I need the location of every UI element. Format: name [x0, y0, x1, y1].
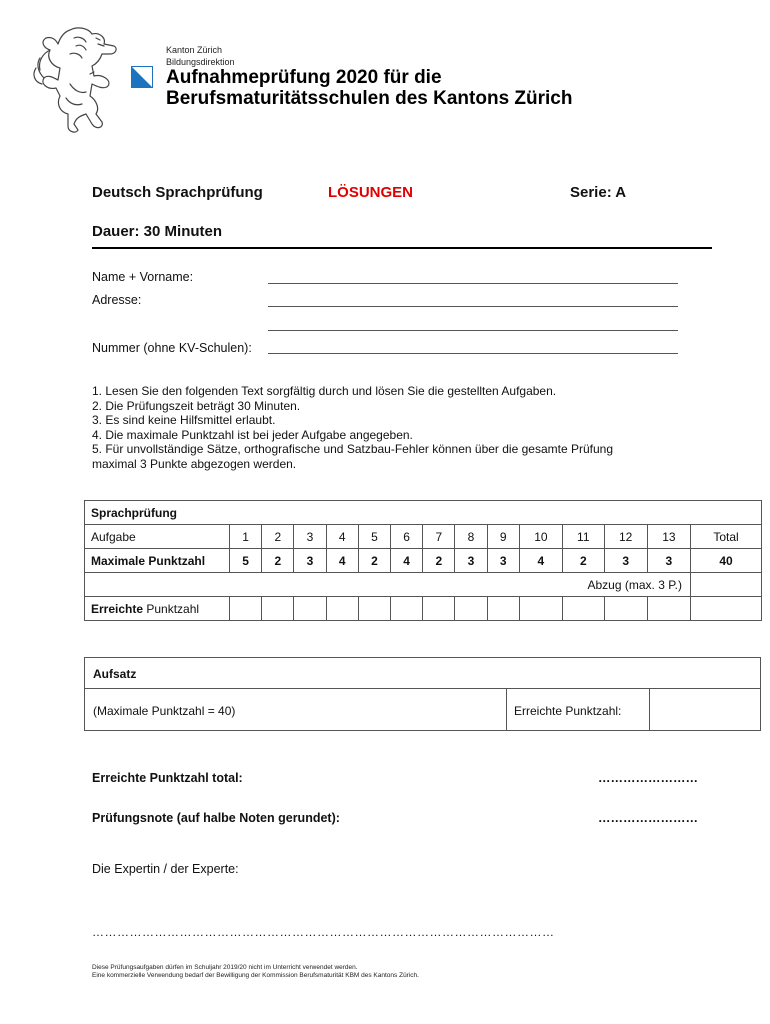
score-cell[interactable] — [294, 597, 326, 621]
max-points-cell: 2 — [262, 549, 294, 573]
name-label: Name + Vorname: — [92, 270, 194, 284]
task-number: 5 — [358, 525, 390, 549]
aufsatz-header-row — [85, 658, 760, 689]
max-points-cell: 3 — [487, 549, 519, 573]
instruction-item: maximal 3 Punkte abgezogen werden. — [92, 456, 297, 471]
task-number: 3 — [294, 525, 326, 549]
max-points-label: Maximale Punktzahl — [85, 549, 230, 573]
subject-heading: Deutsch Sprachprüfung — [92, 184, 263, 201]
max-points-cell: 3 — [455, 549, 487, 573]
zurich-lion-logo — [30, 24, 125, 134]
page-title — [166, 67, 572, 109]
kanton-label — [166, 44, 235, 68]
max-points-cell: 4 — [391, 549, 423, 573]
task-number: 10 — [519, 525, 562, 549]
score-cell[interactable] — [487, 597, 519, 621]
heading-divider — [92, 247, 712, 249]
instruction-item: 4. Die maximale Punktzahl ist bei jeder Aufgabe angegeben. — [92, 427, 413, 442]
erreicht-bold: Erreichte — [91, 601, 144, 616]
address-field-1[interactable] — [268, 306, 678, 307]
score-cell[interactable] — [519, 597, 562, 621]
task-number: 2 — [262, 525, 294, 549]
aufgabe-label: Aufgabe — [85, 525, 230, 549]
aufsatz-heading: Aufsatz — [93, 667, 137, 681]
instruction-item: 3. Es sind keine Hilfsmittel erlaubt. — [92, 413, 276, 427]
max-total-cell: 40 — [691, 549, 762, 573]
title-line-2: Berufsmaturitätsschulen des Kantons Zürich — [166, 88, 573, 109]
solutions-label: LÖSUNGEN — [328, 184, 414, 201]
kanton-name: Kanton Zürich — [166, 45, 223, 55]
task-number: 1 — [230, 525, 262, 549]
number-field[interactable] — [268, 353, 678, 354]
expert-label: Die Expertin / der Experte: — [92, 862, 239, 876]
score-cell[interactable] — [604, 597, 647, 621]
grade-value-field[interactable]: …………………… — [598, 811, 698, 825]
table-row — [85, 525, 762, 549]
address-field-2[interactable] — [268, 330, 678, 331]
task-number: 12 — [604, 525, 647, 549]
score-table-heading: Sprachprüfung — [85, 501, 762, 525]
grade-label: Prüfungsnote (auf halbe Noten gerundet): — [92, 811, 340, 825]
abzug-label: Abzug (max. 3 P.) — [85, 573, 691, 597]
aufsatz-erreicht-label: Erreichte Punktzahl: — [514, 704, 622, 718]
max-points-cell: 2 — [423, 549, 455, 573]
score-table — [84, 500, 762, 621]
score-cell[interactable] — [230, 597, 262, 621]
score-cell[interactable] — [455, 597, 487, 621]
total-score-cell[interactable] — [691, 597, 762, 621]
erreicht-rest: Punktzahl — [143, 601, 200, 616]
table-row — [85, 573, 762, 597]
task-number: 6 — [391, 525, 423, 549]
task-number: 13 — [647, 525, 690, 549]
table-row — [85, 549, 762, 573]
direktion-name: Bildungsdirektion — [166, 57, 235, 67]
instruction-item: 5. Für unvollständige Sätze, orthografische und Satzbau-Fehler können über die gesamte Prüfung — [92, 442, 613, 456]
score-cell[interactable] — [391, 597, 423, 621]
aufsatz-score-field[interactable] — [650, 689, 760, 730]
score-cell[interactable] — [326, 597, 358, 621]
score-cell[interactable] — [647, 597, 690, 621]
score-cell[interactable] — [423, 597, 455, 621]
score-cell[interactable] — [262, 597, 294, 621]
score-cell[interactable] — [358, 597, 390, 621]
zurich-flag-icon — [131, 66, 153, 88]
max-points-cell: 3 — [604, 549, 647, 573]
task-number: 4 — [326, 525, 358, 549]
max-points-cell: 3 — [294, 549, 326, 573]
erreicht-label — [85, 597, 230, 621]
instruction-item: 1. Lesen Sie den folgenden Text sorgfältig durch und lösen Sie die gestellten Aufgaben. — [92, 384, 557, 398]
max-points-cell: 2 — [358, 549, 390, 573]
task-number: 7 — [423, 525, 455, 549]
aufsatz-max-label: (Maximale Punktzahl = 40) — [93, 704, 236, 718]
total-header: Total — [691, 525, 762, 549]
name-field[interactable] — [268, 283, 678, 284]
task-number: 9 — [487, 525, 519, 549]
instructions — [92, 384, 712, 471]
aufsatz-box — [84, 657, 761, 731]
number-label: Nummer (ohne KV-Schulen): — [92, 341, 252, 355]
address-label: Adresse: — [92, 293, 142, 307]
footer-note — [92, 964, 419, 980]
max-points-cell: 5 — [230, 549, 262, 573]
aufsatz-divider — [506, 688, 507, 731]
duration-label: Dauer: 30 Minuten — [92, 223, 223, 240]
total-label: Erreichte Punktzahl total: — [92, 771, 243, 785]
score-cell[interactable] — [562, 597, 604, 621]
footer-line-1: Diese Prüfungsaufgaben dürfen im Schuljahr 2019/20 nicht im Unterricht verwendet werden. — [92, 964, 358, 971]
serie-label: Serie: A — [570, 184, 627, 201]
table-row — [85, 597, 762, 621]
task-number: 11 — [562, 525, 604, 549]
instruction-item: 2. Die Prüfungszeit beträgt 30 Minuten. — [92, 398, 301, 413]
footer-line-2: Eine kommerzielle Verwendung bedarf der Bewilligung der Kommission Berufsmaturität KBM des Kantons Zürich. — [92, 972, 419, 979]
task-number: 8 — [455, 525, 487, 549]
max-points-cell: 2 — [562, 549, 604, 573]
max-points-cell: 4 — [519, 549, 562, 573]
signature-line[interactable]: ………………………………………………………………………………………………… — [92, 925, 555, 939]
max-points-cell: 3 — [647, 549, 690, 573]
abzug-cell[interactable] — [691, 573, 762, 597]
title-line-1: Aufnahmeprüfung 2020 für die — [166, 67, 442, 88]
total-value-field[interactable]: …………………… — [598, 771, 698, 785]
max-points-cell: 4 — [326, 549, 358, 573]
